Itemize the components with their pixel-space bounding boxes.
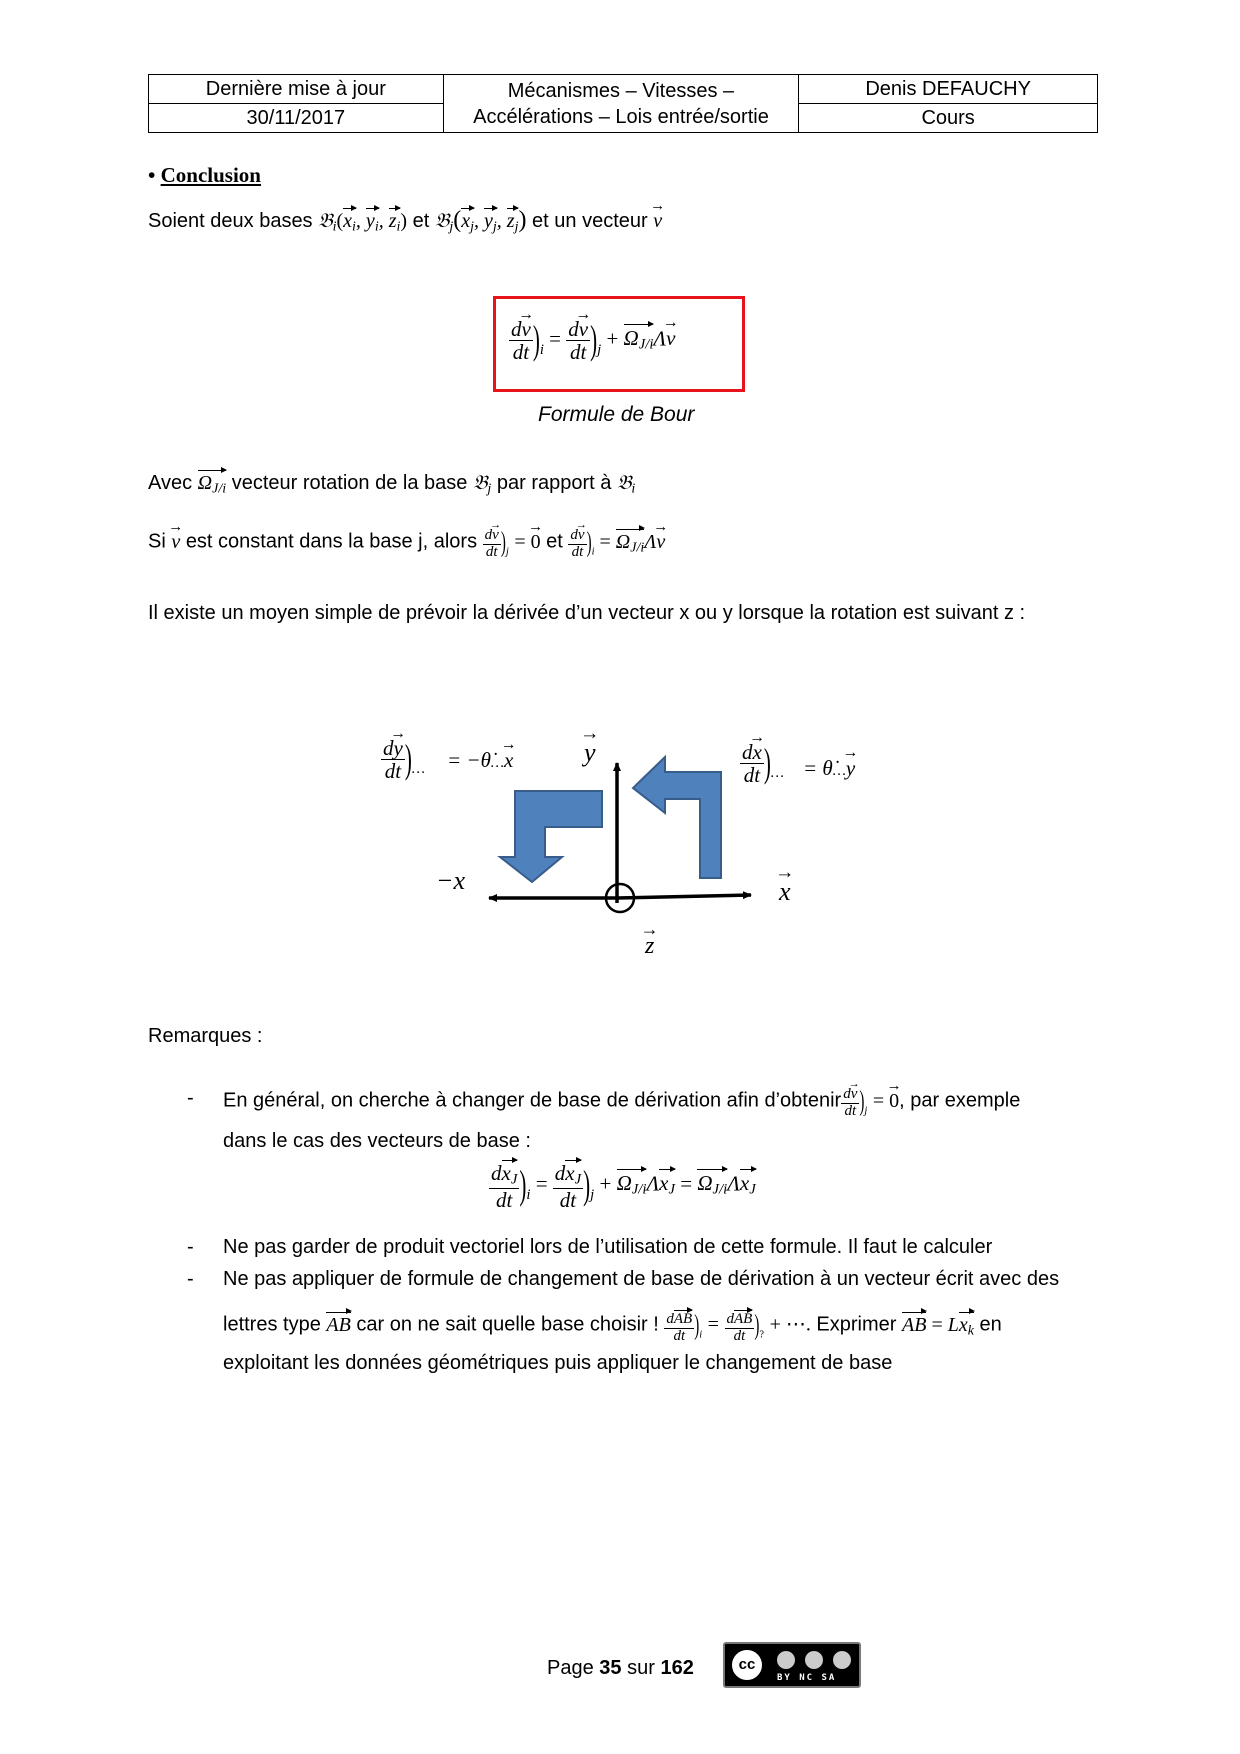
si-formula-2: $\frac{d\to v}{dt}$ )$_i = \Omega J/i\Lambda\to v$	[568, 531, 665, 553]
remark-3-prefix: lettres type	[223, 1313, 321, 1336]
remark-3-middle: car on ne sait quelle base choisir !	[356, 1313, 659, 1336]
si-middle: est constant dans la base j, alors	[185, 530, 478, 553]
left-rotation-arrow	[500, 791, 602, 882]
page-number: 35	[599, 1657, 622, 1679]
si-et: et	[546, 530, 563, 553]
dx-rhs-text: = θ̇	[803, 756, 833, 780]
dy-dots: …	[411, 761, 425, 778]
vector-v-si: → v	[171, 531, 180, 554]
author: Denis DEFAUCHY	[799, 75, 1098, 104]
license-text: BY NC SA	[777, 1673, 837, 1683]
dy-rhs-dots: …	[490, 755, 504, 771]
update-label: Dernière mise à jour	[149, 75, 444, 104]
remark-3-dash: -	[187, 1268, 194, 1290]
sa-icon	[831, 1649, 853, 1671]
remark-1-line-2: dans le cas des vecteurs de base :	[223, 1130, 531, 1152]
basis-i-ref: 𝔅i	[616, 472, 636, 497]
doc-type: Cours	[799, 104, 1098, 133]
section-heading	[148, 163, 261, 188]
intro-prefix: Soient deux bases	[148, 210, 313, 232]
remark-3-expr: Exprimer	[816, 1313, 897, 1336]
remarques-heading: Remarques :	[148, 1025, 263, 1047]
remark-1-prefix: En général, on cherche à changer de base de dérivation afin d’obtenir	[223, 1089, 842, 1112]
dx-rhs	[803, 756, 855, 781]
z-axis-circle	[606, 884, 634, 912]
dx-dt-formula: $\frac{d\to x}{dt}$ )$_\dots$	[740, 741, 784, 786]
simple-method-text: Il existe un moyen simple de prévoir la dérivée d’un vecteur x ou y lorsque la rotation est suivant z :	[148, 602, 1026, 624]
page-word: Page	[547, 1657, 594, 1679]
intro-suffix: et un vecteur	[532, 210, 648, 232]
bullet: •	[148, 163, 156, 187]
right-rotation-arrow	[633, 757, 721, 878]
remark-3-line-1: Ne pas appliquer de formule de changement de base de dérivation à un vecteur écrit avec des	[223, 1268, 1060, 1290]
update-date: 30/11/2017	[149, 104, 444, 133]
x-axis	[617, 895, 751, 898]
si-line	[148, 528, 665, 561]
vector-v: → v	[653, 210, 662, 233]
basis-j-ref: 𝔅j	[472, 472, 492, 497]
nc-icon	[803, 1649, 825, 1671]
dy-dt-formula: $\frac{d\to y}{dt}$ )$_\dots$	[381, 737, 425, 782]
topic-line-2: Accélérations – Lois entrée/sortie	[473, 105, 769, 128]
label-minus-x: −x	[436, 866, 466, 895]
topic-cell	[443, 75, 799, 133]
si-prefix: Si	[148, 530, 166, 553]
cc-license-badge	[723, 1642, 861, 1688]
remark-3-line-3: exploitant les données géométriques puis appliquer le changement de base	[223, 1352, 893, 1374]
page-total: 162	[660, 1657, 694, 1679]
label-x: → x	[779, 877, 791, 907]
cc-logo-icon: cc	[730, 1648, 764, 1682]
label-z: → z	[645, 933, 654, 960]
intro-line	[148, 207, 662, 236]
by-icon	[775, 1649, 797, 1671]
bour-formula: $\frac{d\to v}{dt}$ )$_i$ = $\frac{d\to v}{dt}$ )$_j + \Omega J/i\Lambda\to v$	[509, 318, 675, 363]
dx-rhs-dots: …	[832, 763, 846, 779]
avec-line	[148, 470, 635, 498]
si-formula-1: $\frac{d\to v}{dt}$ )$_j$	[483, 536, 509, 552]
avec-middle: vecteur rotation de la base	[231, 472, 468, 494]
remark-1-line-1: En général, on cherche à changer de base de dérivation afin d’obtenir $\frac{d\to v}{dt}$ )$_j$ = → 0, par exemple	[223, 1087, 1020, 1120]
remark-2-dash: -	[187, 1236, 194, 1258]
page-footer	[547, 1657, 694, 1680]
dx-dots: …	[770, 765, 784, 782]
dy-rhs-x: → x	[504, 748, 513, 773]
avec-prefix: Avec	[148, 472, 193, 494]
intro-and: et	[412, 210, 430, 232]
basis-i: 𝔅i(xi, yi, zi)	[318, 210, 408, 235]
remark-1-suffix: , par exemple	[899, 1089, 1021, 1112]
header-table	[148, 74, 1098, 133]
zero-vector: = → 0	[514, 531, 540, 553]
of-word: sur	[627, 1657, 655, 1679]
formula-caption: Formule de Bour	[538, 403, 695, 426]
avec-par: par rapport à	[496, 472, 612, 494]
remark-1-formula: $\frac{\text{dxJ}}{dt}$ )$_i$ = $\frac{\text{dxJ}}{dt}$ )$_j + \Omega J/i\Lambda xJ = \Omega J/i\Lambda xJ$	[491, 1161, 756, 1213]
remark-3-line-2: lettres type AB car on ne sait quelle base choisir ! $\frac{\text{dAB}}{dt}$ )$_i$ = $\frac{\text{dAB}}{dt}$ )$_?$ + ⋯. Exprimer AB = Lxk en	[223, 1311, 1002, 1344]
topic-line-1: Mécanismes – Vitesses –	[507, 79, 735, 102]
dy-rhs	[447, 748, 513, 773]
dy-rhs-text: = −θ̇	[447, 748, 491, 772]
omega-vector: ΩJ/i	[197, 472, 227, 497]
label-y: → y	[584, 738, 596, 768]
basis-j: 𝔅j(xj, yj, zj)	[434, 207, 527, 235]
remark-3-en: en	[979, 1313, 1002, 1336]
remark-1-dash: -	[187, 1087, 194, 1109]
dx-rhs-y: → y	[846, 756, 855, 781]
section-title: Conclusion	[160, 163, 261, 187]
remark-2-line-1: Ne pas garder de produit vectoriel lors de l’utilisation de cette formule. Il faut le calculer	[223, 1236, 993, 1258]
